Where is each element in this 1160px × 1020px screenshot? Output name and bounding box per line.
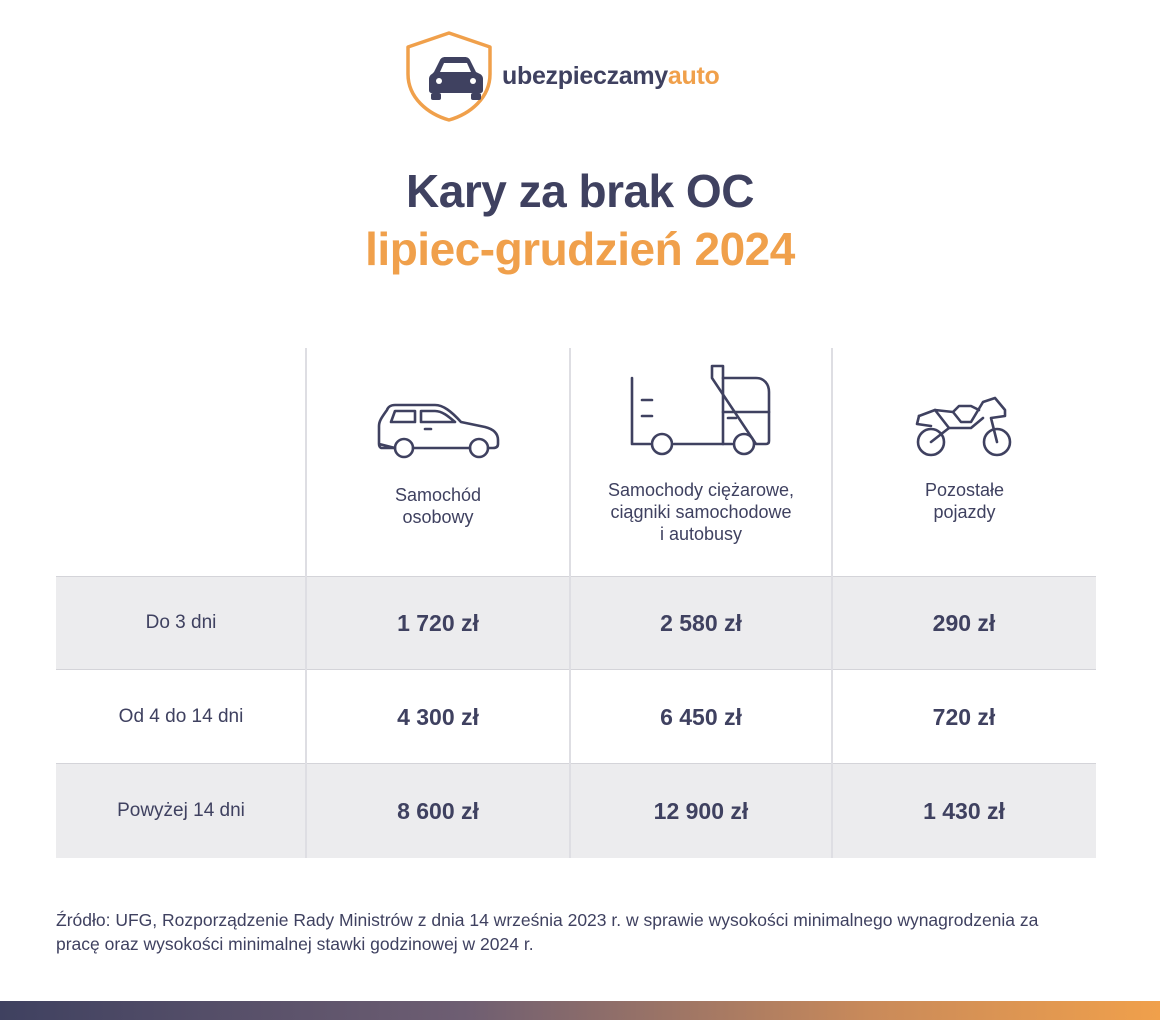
- row-label: Do 3 dni: [145, 612, 217, 633]
- row-label: Od 4 do 14 dni: [118, 706, 244, 727]
- brand-name: [502, 62, 720, 91]
- column-header-truck: [571, 348, 831, 576]
- penalty-value: 1 720 zł: [397, 609, 479, 636]
- source-note: Źródło: UFG, Rozporządzenie Rady Ministrów z dnia 14 września 2023 r. w sprawie wysokości minimalnego wynagrodzenia za pracę oraz wysokości minimalnej stawki godzinowej w 2024 r.: [56, 910, 1039, 954]
- penalty-value: 12 900 zł: [653, 797, 749, 824]
- shield-car-icon: [404, 30, 494, 122]
- penalty-value: 720 zł: [932, 703, 996, 730]
- row-divider: [56, 763, 1096, 764]
- table-row: [56, 670, 1096, 764]
- brand-name-part2: auto: [667, 62, 720, 90]
- page-title: Kary za brak OC: [406, 165, 754, 217]
- penalty-value: 1 430 zł: [923, 797, 1005, 824]
- column-label: Samochód osobowy: [394, 485, 482, 527]
- page-subtitle: lipiec-grudzień 2024: [365, 223, 795, 275]
- row-label: Powyżej 14 dni: [117, 800, 245, 821]
- penalty-value: 8 600 zł: [397, 797, 479, 824]
- brand-logo: [404, 30, 764, 122]
- penalty-value: 4 300 zł: [397, 703, 479, 730]
- penalty-value: 6 450 zł: [660, 703, 742, 730]
- car-icon: [373, 400, 503, 464]
- truck-icon: [626, 364, 776, 456]
- column-label: Pozostałe pojazdy: [924, 480, 1005, 522]
- row-divider: [56, 576, 1096, 577]
- row-divider: [56, 669, 1096, 670]
- table-row: [56, 576, 1096, 670]
- penalty-value: 290 zł: [932, 609, 996, 636]
- motorcycle-icon: [913, 394, 1017, 462]
- column-header-car: [307, 348, 569, 576]
- table-row: [56, 764, 1096, 858]
- column-label: Samochody ciężarowe, ciągniki samochodowe i autobusy: [607, 480, 795, 544]
- bottom-bar: [0, 1001, 1160, 1020]
- brand-name-part1: ubezpieczamy: [502, 62, 668, 90]
- column-header-motorcycle: [833, 348, 1096, 576]
- penalty-value: 2 580 zł: [660, 609, 742, 636]
